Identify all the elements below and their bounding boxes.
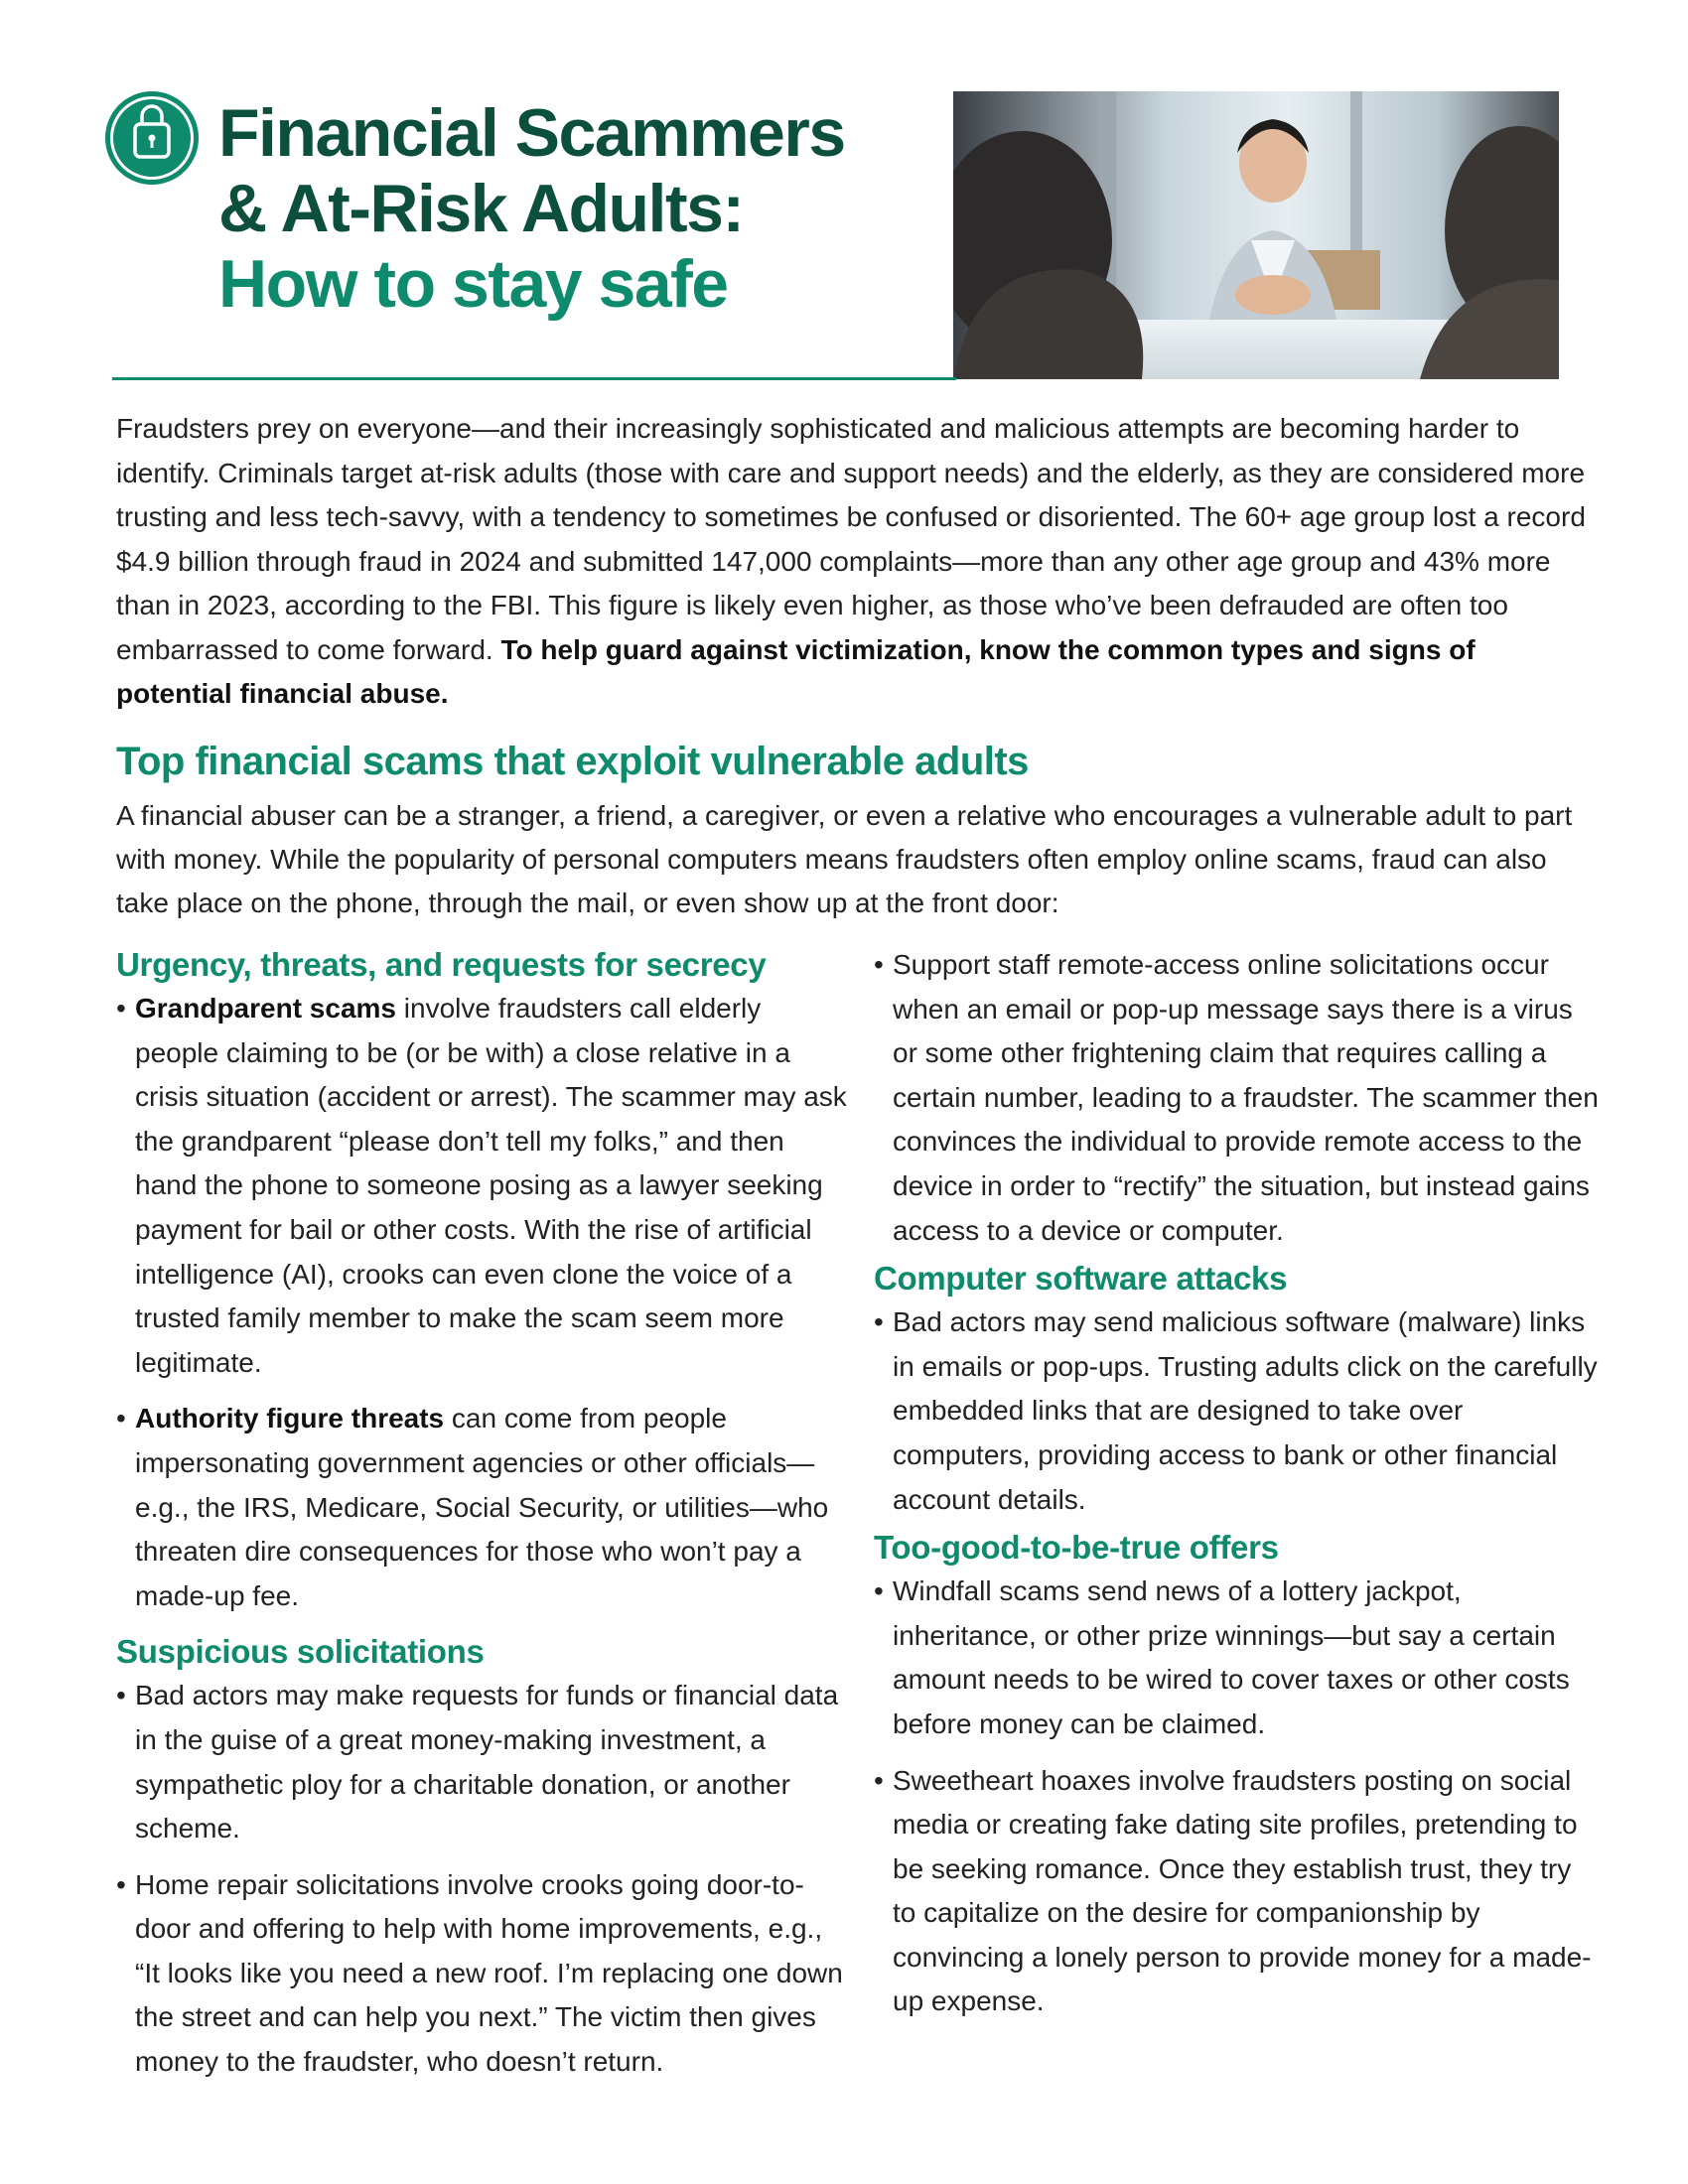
authority-bold: Authority figure threats	[135, 1403, 445, 1434]
bad-actors-bullet: • Bad actors may make requests for funds or financial data in the guise of a great money-making investment, a sympathetic ploy for a charitable donation, or another scheme.	[116, 1674, 851, 1850]
urgency-heading: Urgency, threats, and requests for secrecy	[116, 946, 767, 983]
section-heading: Top financial scams that exploit vulnerable adults	[116, 740, 1029, 783]
intro-paragraph	[116, 407, 1586, 717]
software-heading: Computer software attacks	[874, 1260, 1288, 1297]
page-title	[218, 95, 914, 322]
windfall-bullet: • Windfall scams send news of a lottery jackpot, inheritance, or other prize winnings—but say a certain amount needs to be wired to cover taxes or other costs before money can be claimed.	[874, 1570, 1599, 1746]
grandparent-bullet	[116, 987, 851, 1385]
home-repair-bullet: • Home repair solicitations involve crooks going door-to-door and offering to help with home improvements, e.g., “It looks like you need a new roof. I’m replacing one down the street and can help you next.” The victim then gives money to the fraudster, who doesn’t return.	[116, 1863, 851, 2085]
title-line-1: Financial Scammers	[218, 95, 845, 171]
section-lead: A financial abuser can be a stranger, a friend, a caregiver, or even a relative who encourages a vulnerable adult to part with money. While the popularity of personal computers means fraudsters often employ online scams, fraud can also take place on the phone, through the mail, or even show up at the front door:	[116, 800, 1573, 918]
grandparent-text: involve fraudsters call elderly people claiming to be (or be with) a close relative in a crisis situation (accident or arrest). The scammer may ask the grandparent “please don’t tell my folks,” and then hand the phone to someone posing as a lawyer seeking payment for bail or other costs. With the rise of artificial intelligence (AI), crooks can even clone the voice of a trusted family member to make the scam seem more legitimate.	[135, 993, 847, 1378]
header-divider	[112, 377, 956, 380]
grandparent-bold: Grandparent scams	[135, 993, 396, 1024]
title-line-3: How to stay safe	[218, 246, 728, 322]
intro-text: Fraudsters prey on everyone—and their increasingly sophisticated and malicious attempts are becoming harder to identify. Criminals target at-risk adults (those with care and support needs) and the elderly, as they are considered more trusting and less tech-savvy, with a tendency to sometimes be confused or disoriented. The 60+ age group lost a record $4.9 billion through fraud in 2024 and submitted 147,000 complaints—more than any other age group and 43% more than in 2023, according to the FBI. This figure is likely even higher, as those who’ve been defrauded are often too embarrassed to come forward.	[116, 413, 1586, 665]
title-line-2: & At-Risk Adults:	[218, 171, 744, 246]
malware-bullet: • Bad actors may send malicious software (malware) links in emails or pop-ups. Trusting adults click on the carefully embedded links that are designed to take over computers, providing access to bank or other financial account details.	[874, 1300, 1599, 1522]
offers-heading: Too-good-to-be-true offers	[874, 1529, 1279, 1567]
header-photo	[953, 91, 1559, 379]
lock-icon	[105, 91, 199, 185]
authority-text: can come from people impersonating government agencies or other officials—e.g., the IRS, Medicare, Social Security, or utilities—who threaten dire consequences for those who won’t pay a made-up fee.	[135, 1403, 829, 1611]
suspicious-heading: Suspicious solicitations	[116, 1633, 485, 1671]
left-column	[116, 943, 851, 2085]
right-column	[874, 943, 1599, 2024]
support-staff-bullet: • Support staff remote-access online solicitations occur when an email or pop-up message says there is a virus or some other frightening claim that requires calling a certain number, leading to a fraudster. The scammer then convinces the individual to provide remote access to the device in order to “rectify” the situation, but instead gains access to a device or computer.	[874, 943, 1599, 1253]
sweetheart-bullet: • Sweetheart hoaxes involve fraudsters posting on social media or creating fake dating site profiles, pretending to be seeking romance. Once they establish trust, they try to capitalize on the desire for companionship by convincing a lonely person to provide money for a made-up expense.	[874, 1759, 1599, 2025]
intro-bold-text: To help guard against victimization, know the common types and signs of potential financial abuse.	[116, 633, 1476, 709]
authority-bullet	[116, 1397, 851, 1618]
page-header	[0, 0, 1688, 382]
